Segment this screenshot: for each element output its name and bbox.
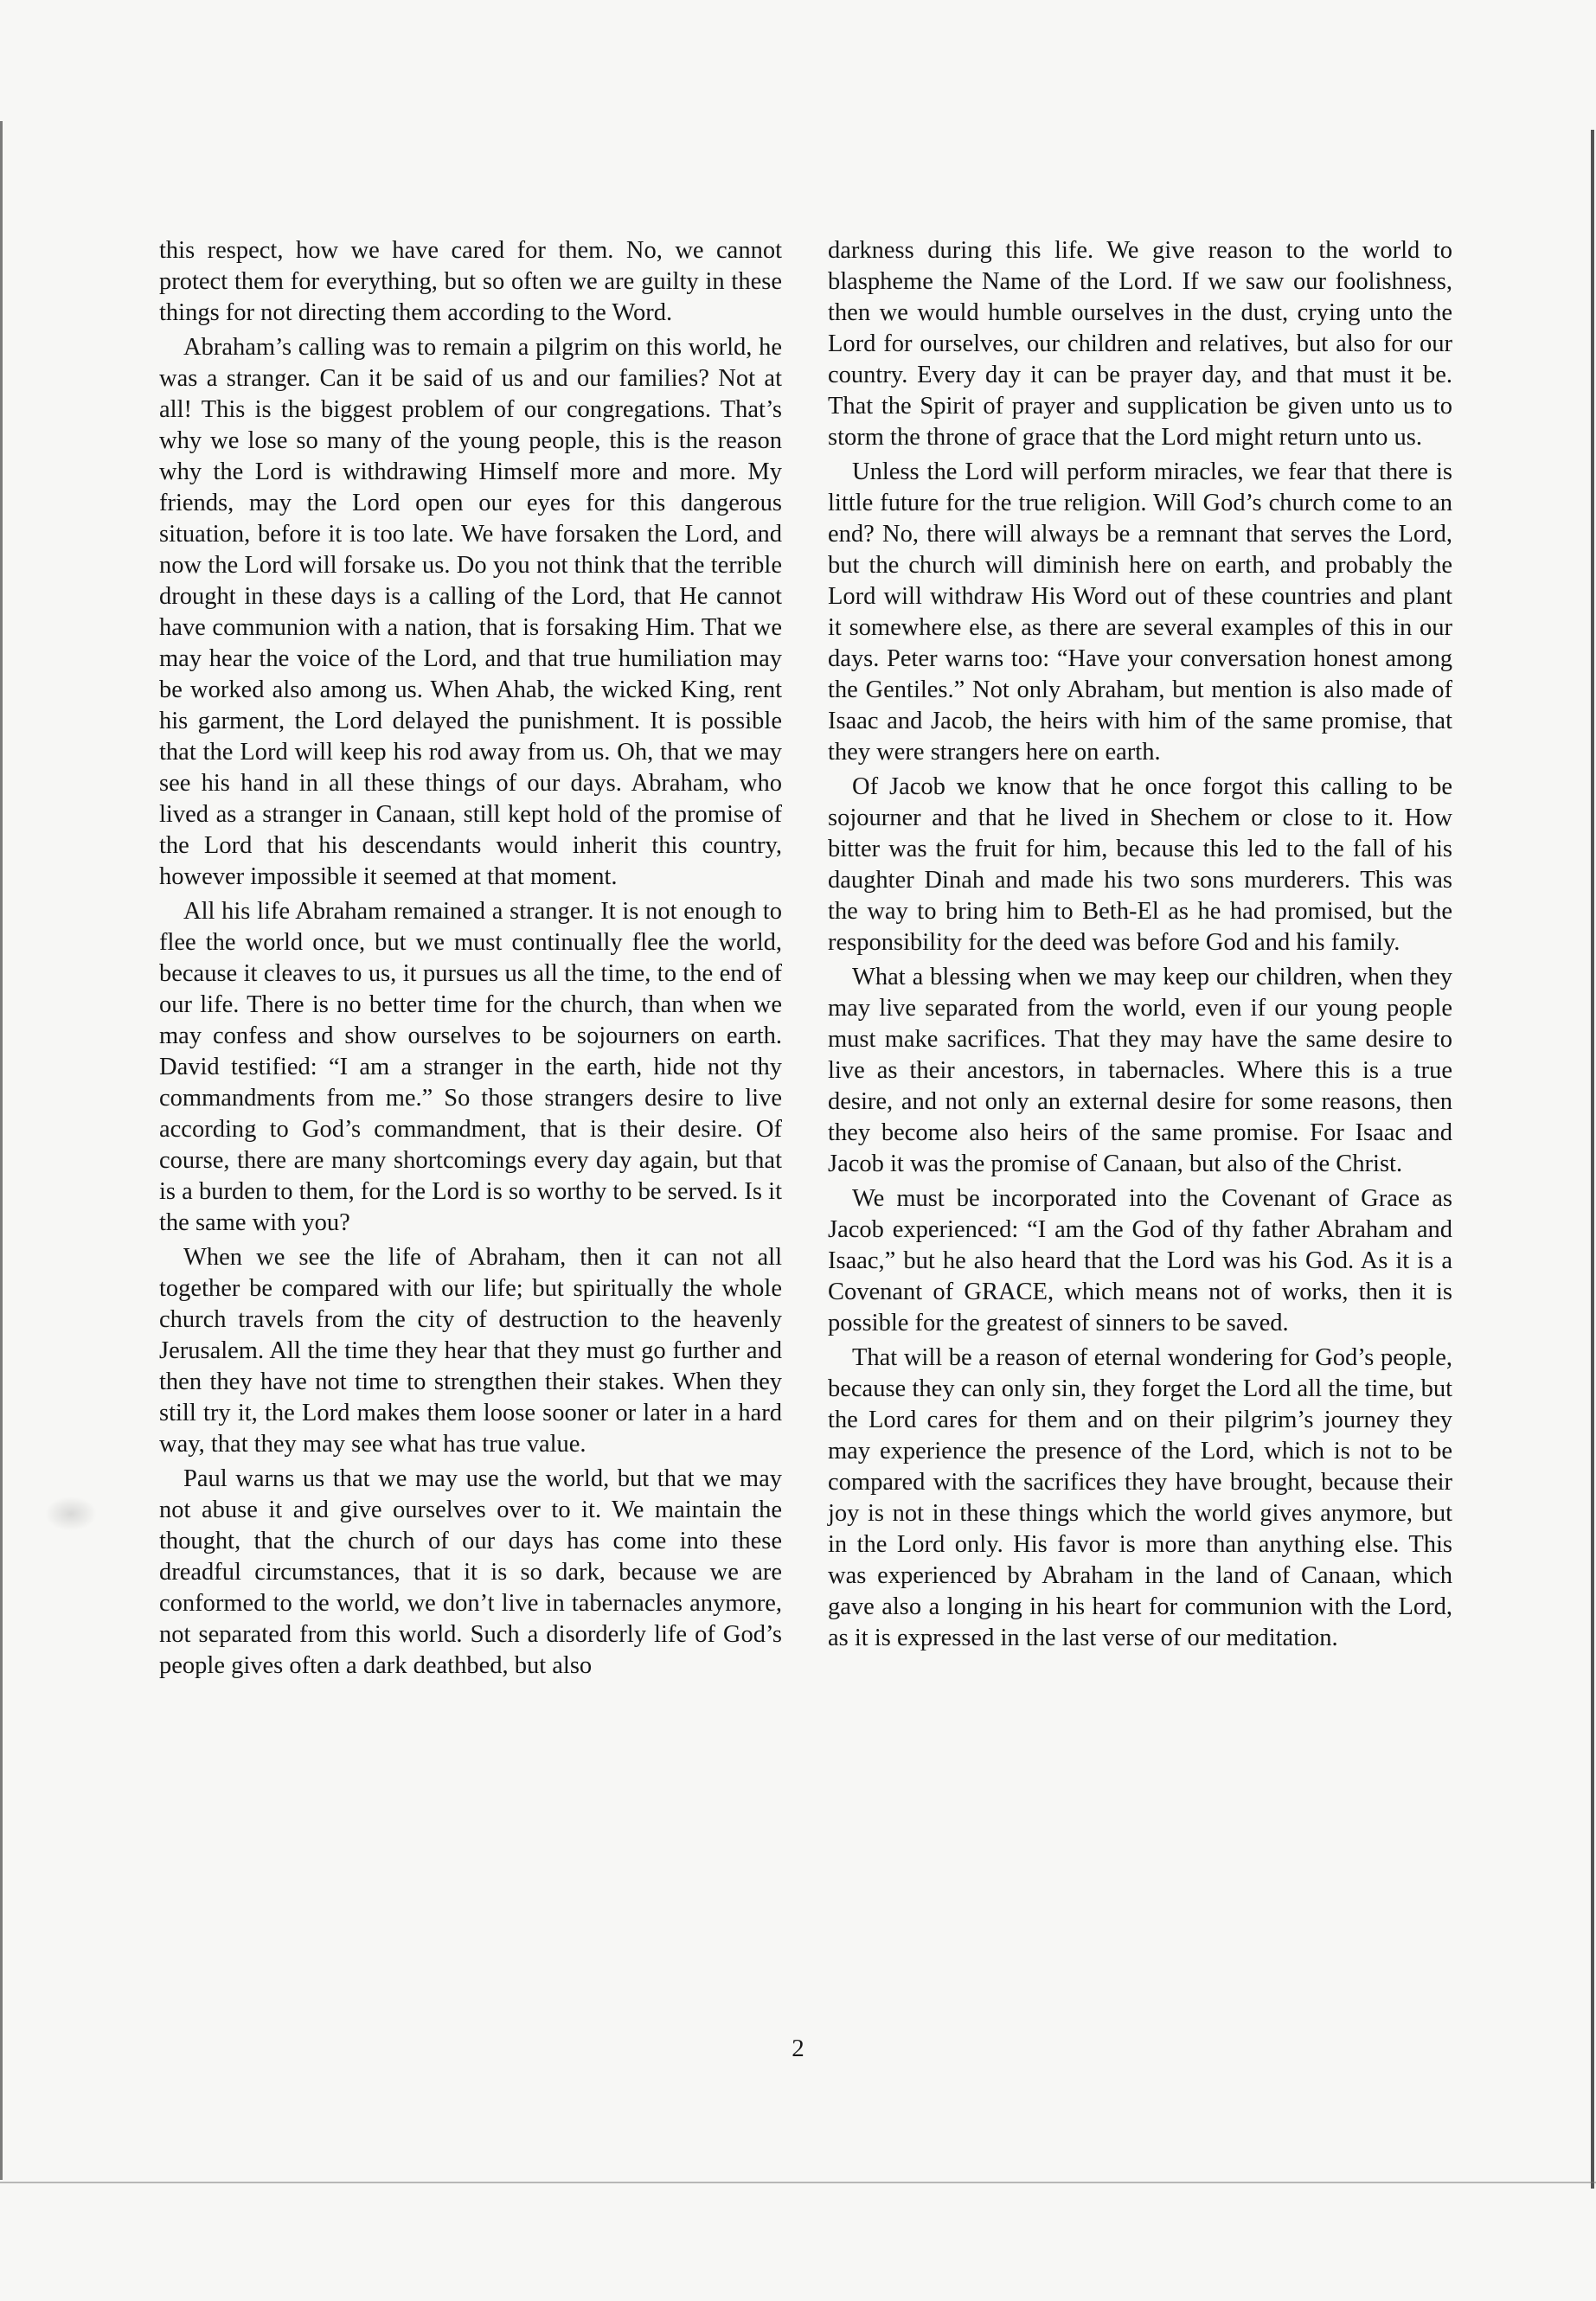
paragraph: All his life Abraham remained a stranger. It is not enough to flee the world once, but we must continually flee the world, because it cleaves to us, it pursues us all the time, to the end of our life. There is no better time for the church, than when we may confess and show ourselves to be sojourners on earth. David testified: “I am a stranger in the earth, hide not thy commandments from me.” So those strangers desire to live according to God’s commandment, that is their desire. Of course, there are many shortcomings every day again, but that is a burden to them, for the Lord is so worthy to be served. Is it the same with you?: [159, 898, 782, 1236]
left-column: [159, 235, 782, 1685]
paragraph: What a blessing when we may keep our children, when they may live separated from the world, even if our young people must make sacrifices. That they may have the same desire to live as their ancestors, in tabernacles. Where this is a true desire, and not only an external desire for some reasons, then they become also heirs of the same promise. For Isaac and Jacob it was the promise of Canaan, but also of the Christ.: [828, 964, 1452, 1177]
paragraph: Paul warns us that we may use the world, but that we may not abuse it and give ourselves over to it. We maintain the thought, that the church of our days has come into these dreadful circumstances, that it is so dark, because we are conformed to the world, we don’t live in tabernacles anymore, not separated from this world. Such a disorderly life of God’s people gives often a dark deathbed, but also: [159, 1465, 782, 1679]
scan-edge-left: [0, 121, 3, 2180]
paragraph: Of Jacob we know that he once forgot this calling to be sojourner and that he lived in Shechem or close to it. How bitter was the fruit for him, because this led to the fall of his daughter Dinah and made his two sons murderers. This was the way to bring him to Beth-El as he had promised, but the responsibility for the deed was before God and his family.: [828, 773, 1452, 956]
scan-edge-bottom: [0, 2182, 1596, 2183]
paragraph: Abraham’s calling was to remain a pilgrim on this world, he was a stranger. Can it be said of us and our families? Not at all! This is the biggest problem of our congregations. That’s why we lose so many of the young people, this is the reason why the Lord is withdrawing Himself more and more. My friends, may the Lord open our eyes for this dangerous situation, before it is too late. We have forsaken the Lord, and now the Lord will forsake us. Do you not think that the terrible drought in these days is a calling of the Lord, that He cannot have communion with a nation, that is forsaking Him. That we may hear the voice of the Lord, and that true humiliation may be worked also among us. When Ahab, the wicked King, rent his garment, the Lord delayed the punishment. It is possible that the Lord will keep his rod away from us. Oh, that we may see his hand in all these things of our days. Abraham, who lived as a stranger in Canaan, still kept hold of the promise of the Lord that his descendants would inherit this country, however impossible it seemed at that moment.: [159, 334, 782, 890]
page-number: 2: [792, 2035, 804, 2062]
right-column: [828, 235, 1452, 1657]
paragraph: Unless the Lord will perform miracles, we fear that there is little future for the true religion. Will God’s church come to an end? No, there will always be a remnant that serves the Lord, but the church will diminish here on earth, and probably the Lord will withdraw His Word out of these countries and plant it somewhere else, as there are several examples of this in our days. Peter warns too: “Have your conversation honest among the Gentiles.” Not only Abraham, but mention is also made of Isaac and Jacob, the heirs with him of the same promise, that they were strangers here on earth.: [828, 458, 1452, 766]
scan-smudge: [45, 1497, 97, 1531]
paragraph: That will be a reason of eternal wondering for God’s people, because they can only sin, they forget the Lord all the time, but the Lord cares for them and on their pilgrim’s journey they may experience the presence of the Lord, which is not to be compared with the sacrifices they have brought, because their joy is not in these things which the world gives anymore, but in the Lord only. His favor is more than anything else. This was experienced by Abraham in the land of Canaan, which gave also a longing in his heart for communion with the Lord, as it is expressed in the last verse of our meditation.: [828, 1344, 1452, 1651]
paragraph: We must be incorporated into the Covenant of Grace as Jacob experienced: “I am the God of thy father Abraham and Isaac,” but he also heard that the Lord was his God. As it is a Covenant of GRACE, which means not of works, then it is possible for the greatest of sinners to be saved.: [828, 1185, 1452, 1336]
scan-edge-right: [1591, 130, 1594, 2189]
paragraph: this respect, how we have cared for them. No, we cannot protect them for everything, but so often we are guilty in these things for not directing them according to the Word.: [159, 237, 782, 326]
paragraph: darkness during this life. We give reason to the world to blaspheme the Name of the Lord. If we saw our foolishness, then we would humble ourselves in the dust, crying unto the Lord for ourselves, our children and relatives, but also for our country. Every day it can be prayer day, and that must it be. That the Spirit of prayer and supplication be given unto us to storm the throne of grace that the Lord might return unto us.: [828, 237, 1452, 451]
paragraph: When we see the life of Abraham, then it can not all together be compared with our life; but spiritually the whole church travels from the city of destruction to the heavenly Jerusalem. All the time they hear that they must go further and then they have not time to strengthen their stakes. When they still try it, the Lord makes them loose sooner or later in a hard way, that they may see what has true value.: [159, 1244, 782, 1458]
